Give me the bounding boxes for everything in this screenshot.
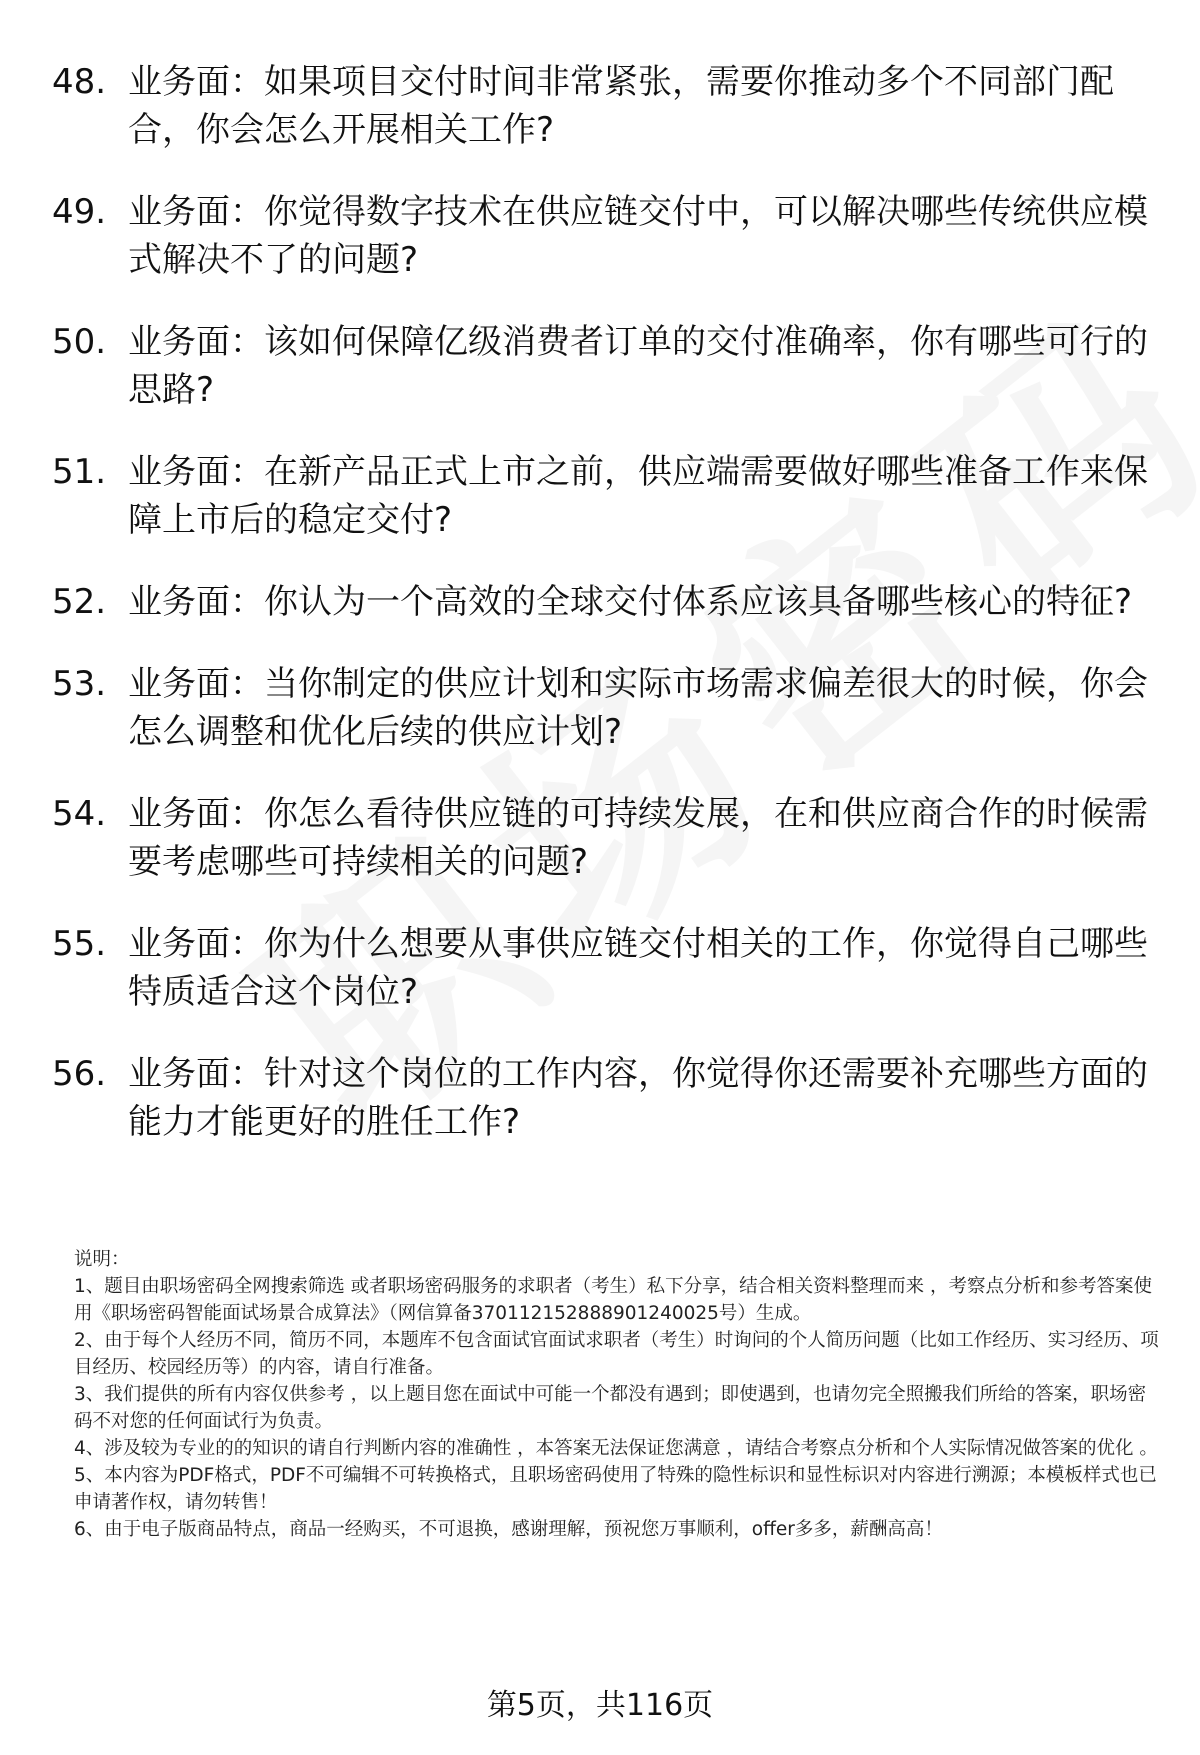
- question-category: 业务面：: [128, 62, 264, 102]
- question-text: 你怎么看待供应链的可持续发展，在和供应商合作的时候需要考虑哪些可持续相关的问题?: [128, 794, 1148, 882]
- question-number: 56.: [52, 1054, 107, 1094]
- question-text: 该如何保障亿级消费者订单的交付准确率，你有哪些可行的思路?: [128, 322, 1148, 410]
- question-category: 业务面：: [128, 664, 264, 704]
- question-text: 你觉得数字技术在供应链交付中，可以解决哪些传统供应模式解决不了的问题?: [128, 192, 1148, 280]
- question-category: 业务面：: [128, 192, 264, 232]
- question-item: [52, 1050, 1152, 1146]
- question-item: [52, 660, 1152, 756]
- note-item: 5、本内容为PDF格式，PDF不可编辑不可转换格式，且职场密码使用了特殊的隐性标识和显性标识对内容进行溯源；本模板样式也已申请著作权，请勿转售！: [74, 1465, 1157, 1513]
- question-number: 52.: [52, 582, 107, 622]
- question-category: 业务面：: [128, 794, 264, 834]
- question-item: [52, 318, 1152, 414]
- question-category: 业务面：: [128, 452, 264, 492]
- question-number: 51.: [52, 452, 107, 492]
- note-item: 2、由于每个人经历不同，简历不同，本题库不包含面试官面试求职者（考生）时询问的个人简历问题（比如工作经历、实习经历、项目经历、校园经历等）的内容，请自行准备。: [74, 1330, 1159, 1378]
- question-category: 业务面：: [128, 1054, 264, 1094]
- notes-section: [74, 1246, 1159, 1543]
- question-text: 当你制定的供应计划和实际市场需求偏差很大的时候，你会怎么调整和优化后续的供应计划?: [128, 664, 1148, 752]
- question-category: 业务面：: [128, 924, 264, 964]
- question-number: 49.: [52, 192, 107, 232]
- question-list: [52, 58, 1152, 1180]
- question-number: 55.: [52, 924, 107, 964]
- question-text: 你认为一个高效的全球交付体系应该具备哪些核心的特征?: [264, 582, 1133, 622]
- question-category: 业务面：: [128, 322, 264, 362]
- question-item: [52, 58, 1152, 154]
- question-text: 你为什么想要从事供应链交付相关的工作，你觉得自己哪些特质适合这个岗位?: [128, 924, 1148, 1012]
- question-item: [52, 578, 1152, 626]
- question-category: 业务面：: [128, 582, 264, 622]
- question-number: 50.: [52, 322, 107, 362]
- question-text: 针对这个岗位的工作内容，你觉得你还需要补充哪些方面的能力才能更好的胜任工作?: [128, 1054, 1148, 1142]
- note-item: 4、涉及较为专业的的知识的请自行判断内容的准确性 ，本答案无法保证您满意 ，请结合考察点分析和个人实际情况做答案的优化 。: [74, 1438, 1158, 1459]
- question-number: 54.: [52, 794, 107, 834]
- note-item: 6、由于电子版商品特点，商品一经购买，不可退换，感谢理解，预祝您万事顺利，offer多多，薪酬高高！: [74, 1519, 943, 1540]
- question-text: 如果项目交付时间非常紧张，需要你推动多个不同部门配合，你会怎么开展相关工作?: [128, 62, 1114, 150]
- note-item: 1、题目由职场密码全网搜索筛选 或者职场密码服务的求职者（考生）私下分享，结合相关资料整理而来 ，考察点分析和参考答案使用《职场密码智能面试场景合成算法》（网信算备370112152888901240025号）生成。: [74, 1276, 1153, 1324]
- question-item: [52, 448, 1152, 544]
- question-item: [52, 188, 1152, 284]
- question-item: [52, 920, 1152, 1016]
- question-number: 48.: [52, 62, 107, 102]
- note-item: 3、我们提供的所有内容仅供参考 ，以上题目您在面试中可能一个都没有遇到；即使遇到，也请勿完全照搬我们所给的答案，职场密码不对您的任何面试行为负责。: [74, 1384, 1147, 1432]
- question-text: 在新产品正式上市之前，供应端需要做好哪些准备工作来保障上市后的稳定交付?: [128, 452, 1148, 540]
- question-number: 53.: [52, 664, 107, 704]
- notes-title: 说明：: [74, 1249, 130, 1270]
- page-footer: 第5页，共116页: [486, 1688, 714, 1723]
- question-item: [52, 790, 1152, 886]
